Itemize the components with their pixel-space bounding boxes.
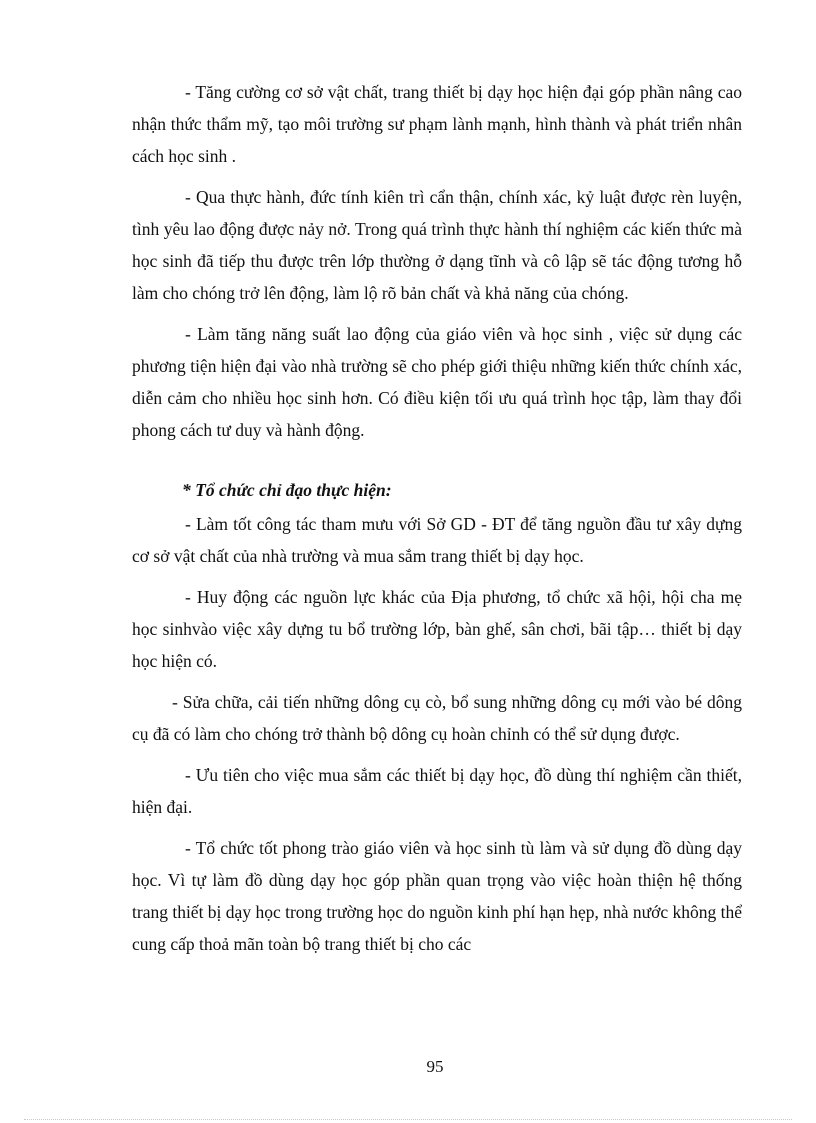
paragraph-productivity: - Làm tăng năng suất lao động của giáo viên và học sinh , việc sử dụng các phương tiện hiện đại vào nhà trường sẽ cho phép giới thiệu những kiến thức chính xác, diễn cảm cho nhiều học sinh hơn. Có điều kiện tối ưu quá trình học tập, làm thay đổi phong cách tư duy và hành động. bbox=[132, 324, 742, 440]
page-bottom-divider bbox=[24, 1119, 792, 1120]
paragraph-priority-purchase: - Ưu tiên cho việc mua sắm các thiết bị dạy học, đồ dùng thí nghiệm cần thiết, hiện đại. bbox=[132, 765, 742, 817]
paragraph-facilities: - Tăng cường cơ sở vật chất, trang thiết bị dạy học hiện đại góp phần nâng cao nhận thức thẩm mỹ, tạo môi trường sư phạm lành mạnh, hình thành và phát triển nhân cách học sinh . bbox=[132, 82, 742, 166]
paragraph-self-made-tools: - Tổ chức tốt phong trào giáo viên và học sinh tù làm và sử dụng đồ dùng dạy học. Vì tự làm đồ dùng dạy học góp phần quan trọng vào việc hoàn thiện hệ thống trang thiết bị dạy học trong trường học do nguồn kinh phí hạn hẹp, nhà nước không thể cung cấp thoả mãn toàn bộ trang thiết bị cho các bbox=[132, 838, 743, 954]
document-page bbox=[132, 76, 742, 969]
paragraph-repair-tools: - Sửa chữa, cải tiến những dông cụ cò, bổ sung những dông cụ mới vào bé dông cụ đã có làm cho chóng trở thành bộ dông cụ hoàn chỉnh có thể sử dụng được. bbox=[132, 692, 742, 744]
page-number: 95 bbox=[426, 1057, 444, 1076]
paragraph-advisory: - Làm tốt công tác tham mưu với Sở GD - ĐT để tăng nguồn đầu tư xây dựng cơ sở vật chất của nhà trường và mua sắm trang thiết bị dạy học. bbox=[132, 514, 742, 566]
section-heading: * Tổ chức chỉ đạo thực hiện: bbox=[182, 480, 392, 500]
paragraph-mobilize-resources: - Huy động các nguồn lực khác của Địa phương, tổ chức xã hội, hội cha mẹ học sinhvào việc xây dựng tu bổ trường lớp, bàn ghế, sân chơi, bãi tập… thiết bị dạy học hiện có. bbox=[132, 587, 742, 671]
paragraph-practice: - Qua thực hành, đức tính kiên trì cẩn thận, chính xác, kỷ luật được rèn luyện, tình yêu lao động được nảy nở. Trong quá trình thực hành thí nghiệm các kiến thức mà học sinh đã tiếp thu được trên lớp thường ở dạng tĩnh và cô lập sẽ tác động tương hỗ làm cho chóng trở lên động, làm lộ rõ bản chất và khả năng của chóng. bbox=[132, 187, 742, 303]
